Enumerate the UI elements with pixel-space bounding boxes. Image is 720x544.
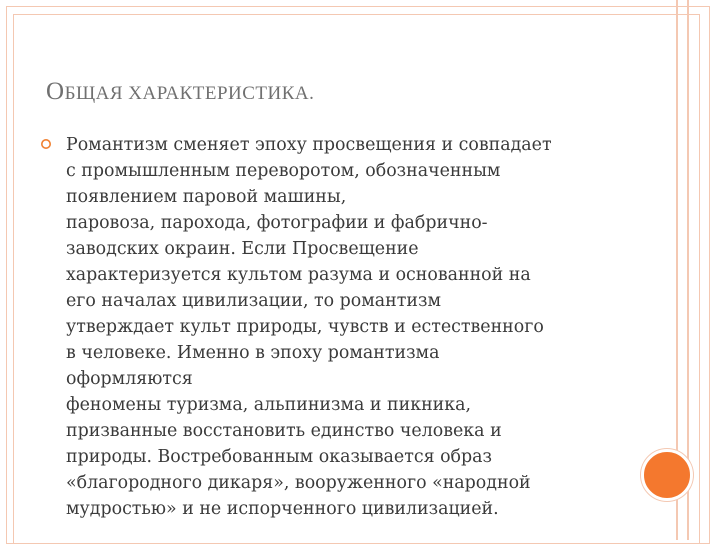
body-line: паровоза, парохода, фотографии и фабрично- [66,213,488,233]
body-line: характеризуется культом разума и основанной на [66,265,531,285]
body-line: утверждает культ природы, чувств и естественного [66,317,544,337]
decorative-orange-circle [641,449,693,501]
body-line: Романтизм сменяет эпоху просвещения и совпадает [66,135,552,155]
body-line: «благородного дикаря», вооруженного «народной [66,473,531,493]
body-line: заводских окраин. Если Просвещение [66,239,419,259]
body-line: феномены туризма, альпинизма и пикника, [66,395,472,415]
body-line: мудростью» и не испорченного цивилизацией. [66,499,499,519]
body-text [66,132,630,522]
body-line: призванные восстановить единство человека и [66,421,502,441]
body-line: появлением паровой машины, [66,187,347,207]
body-line: природы. Востребованным оказывается образ [66,447,493,467]
bullet-item [40,132,630,522]
body-line: в человеке. Именно в эпоху романтизма [66,343,440,363]
circle-bullet-icon [40,138,52,150]
body-line: оформляются [66,369,193,389]
body-line: с промышленным переворотом, обозначенным [66,161,501,181]
slide-title: ОБЩАЯ ХАРАКТЕРИСТИКА. [46,78,315,105]
body-line: его началах цивилизации, то романтизм [66,291,441,311]
